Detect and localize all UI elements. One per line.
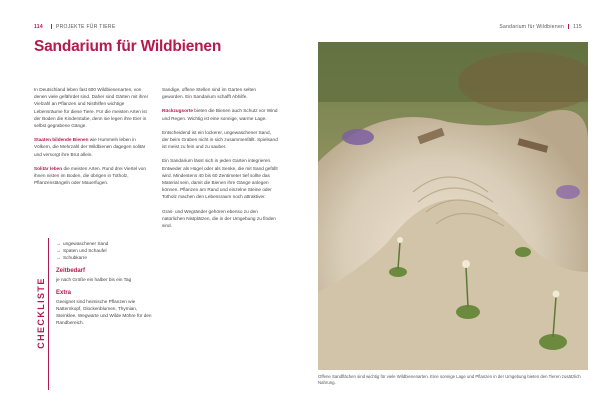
paragraph: In Deutschland leben fast 600 Wildbienenarten, von denen viele gefährdet sind. Daher sind Gärten mit ihrer Vielzahl an Pflanzen und Nisthilfen wichtige Lebensräume für diese Tiere. Für die meisten Arten ist der Boden die Kinderstube, denn sie legen ihre Eier in selbst gegrabene Gänge. xyxy=(34,87,149,129)
checklist-body xyxy=(56,240,152,326)
paragraph-lead: Rückzugsorte xyxy=(162,108,193,114)
checklist-box xyxy=(34,238,150,390)
running-head-left xyxy=(34,24,115,30)
checklist-sidebar xyxy=(34,238,49,390)
text-column-1 xyxy=(34,86,150,193)
running-head-right-text: Sandarium für Wildbienen xyxy=(499,24,565,30)
paragraph: Sandige, offene Stellen sind im Garten selten geworden. Ein Sandarium schafft Abhilfe. xyxy=(162,87,256,100)
checklist-item: → Spaten und Schaufel xyxy=(56,247,152,254)
checklist-item: → Schubkarre xyxy=(56,254,152,261)
time-text: je nach Größe ein halber bis ein Tag xyxy=(56,277,132,282)
sandarium-photo xyxy=(318,42,588,370)
page-title: Sandarium für Wildbienen xyxy=(34,38,222,55)
photo-caption: Offene Sandflächen sind wichtig für viele Wildbienenarten. Eine sonnige Lage und Pflanzen in der Umgebung bieten den Tieren zusätzlich Nahrung. xyxy=(318,374,581,385)
page-number-right: 115 xyxy=(573,24,582,30)
running-head-right xyxy=(499,24,582,30)
extra-text: Geeignet sind heimische Pflanzen wie Natternkopf, Glockenblumen, Thymian, Steinklee, Wegwarte und Wilde Möhre für den Randbereich. xyxy=(56,299,152,325)
text-column-2 xyxy=(162,86,278,236)
paragraph: Ein Sandarium lässt sich in jeden Garten integrieren. Entweder als Hügel oder als Senke, die mit Sand gefüllt wird. Mindestens 40 bis 60 Zentimeter tief sollte das Material sein, damit die Bienen ihre Gänge anlegen können. Pflanzen am Rand und einzelne Steine oder Totholz machen den Lebensraum noch attraktiver. xyxy=(162,158,278,200)
paragraph-lead: Staaten bildende Bienen xyxy=(34,137,89,143)
sandarium-illustration xyxy=(318,42,588,370)
checklist-label: CHECKLISTE xyxy=(36,277,46,349)
checklist-item: → ungewaschener Sand xyxy=(56,240,152,247)
running-head-divider xyxy=(568,24,569,29)
paragraph: Entscheidend ist ein lockerer, ungewaschener Sand, der beim Graben nicht in sich zusammenfällt. Spielsand ist meist zu fein und zu sauber. xyxy=(162,129,278,150)
page-number-left: 114 xyxy=(34,24,43,30)
right-page xyxy=(300,0,600,415)
paragraph-text: die meisten Arten. Rund drei Viertel von ihnen nisten im Boden, die übrigen in Totholz, Pflanzenstängeln oder Mauerfugen. xyxy=(34,165,146,186)
time-label: Zeitbedarf xyxy=(56,268,86,274)
paragraph-lead: Solitär leben xyxy=(34,165,63,171)
extra-label: Extra xyxy=(56,290,72,296)
running-head-left-text: PROJEKTE FÜR TIERE xyxy=(55,24,116,30)
paragraph-text: bieten die Bienen auch Schutz vor Wind und Regen. Wichtig ist eine sonnige, warme Lage. xyxy=(162,108,278,121)
paragraph xyxy=(34,136,150,158)
running-head-divider xyxy=(51,24,52,29)
paragraph xyxy=(34,165,150,187)
paragraph-text: wie Hummeln leben in Völkern, die Mehrzahl der Wildbienen dagegen solitär und versorgt ihre Brut allein. xyxy=(34,137,146,157)
paragraph: Gras- und Wegränder gehören ebenso zu den natürlichen Nistplätzen, die in der Umgebung zu finden sind. xyxy=(162,208,276,229)
paragraph xyxy=(162,107,278,121)
